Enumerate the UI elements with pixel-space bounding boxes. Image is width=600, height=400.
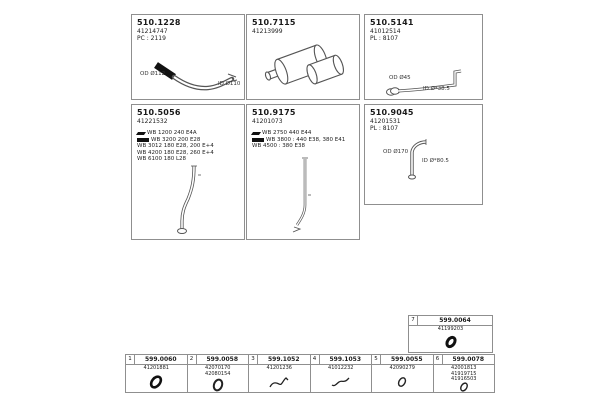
oe-number: 41213999: [252, 28, 283, 35]
vehicle-icon: [251, 132, 261, 135]
accessory-index: 2: [188, 355, 197, 364]
accessory-box-4[interactable]: [311, 355, 373, 392]
part-number: 510.7115: [252, 18, 296, 27]
oe-number: 41201073: [252, 118, 283, 125]
part-number: 510.9175: [252, 108, 296, 117]
oe-number: 41221532: [137, 118, 168, 125]
application-line: WB 4500 : 380 E38: [252, 143, 306, 149]
part-panel-510-7115[interactable]: [246, 14, 360, 100]
dim-label-id: ID Ø*38.5: [423, 86, 450, 92]
application-list: [252, 130, 359, 150]
gasket-icon: [210, 378, 226, 392]
accessory-box-7[interactable]: [408, 315, 493, 353]
vehicle-icon: [136, 132, 146, 135]
part-panel-510-9175[interactable]: [246, 104, 360, 240]
accessory-index: 4: [311, 355, 320, 364]
pipe-drawing: [365, 65, 484, 99]
application-line: WB 3800 : 440 E38, 380 E41: [266, 136, 346, 143]
pipe-drawing: [132, 163, 246, 239]
accessory-box-5[interactable]: [372, 355, 434, 392]
clamp-icon: [394, 375, 410, 389]
application-line: WB 3200 200 E28: [151, 136, 201, 143]
accessory-index: 5: [372, 355, 381, 364]
gasket-icon: [148, 374, 164, 390]
model-highlight-bar: [252, 138, 264, 142]
model-highlight-bar: [137, 138, 149, 142]
oe-number: 41201531: [370, 118, 401, 125]
accessory-ref: 42001813 41919715 41916503: [451, 365, 477, 383]
accessory-part-number: 599.0058: [206, 355, 238, 363]
accessory-index: 1: [126, 355, 135, 364]
accessory-index: 7: [409, 316, 418, 325]
accessory-part-number: 599.0078: [452, 355, 484, 363]
dim-label-id: ID Ø110: [218, 81, 241, 87]
clamp-icon: [457, 381, 471, 393]
hanger-icon: [268, 374, 290, 389]
part-number: 510.5141: [370, 18, 414, 27]
application-list: [137, 130, 244, 163]
accessory-part-number: 599.0064: [439, 316, 471, 324]
part-panel-510-5141[interactable]: [364, 14, 483, 100]
accessory-ref: 41199203: [437, 326, 464, 332]
accessory-ref: 41201881: [143, 365, 169, 371]
dim-label-od: OD Ø45: [389, 75, 411, 81]
accessory-ref: 41201236: [266, 365, 292, 371]
accessory-index: 3: [249, 355, 258, 364]
accessory-box-6[interactable]: [434, 355, 495, 392]
muffler-drawing: [253, 39, 355, 97]
pipe-drawing: [247, 155, 361, 239]
accessory-box-1[interactable]: [126, 355, 188, 392]
dim-label-id: ID Ø*80.5: [422, 158, 449, 164]
accessory-box-2[interactable]: [188, 355, 250, 392]
accessory-ref: 42070170 42080154: [205, 365, 231, 377]
part-panel-510-5056[interactable]: [131, 104, 245, 240]
oe-number: 41214747: [137, 28, 168, 35]
accessory-part-number: 599.1052: [267, 355, 300, 363]
part-panel-510-1228[interactable]: [131, 14, 245, 100]
oe-number: 41012514: [370, 28, 401, 35]
ref-note: PL : 8107: [370, 125, 399, 132]
accessory-box-3[interactable]: [249, 355, 311, 392]
gasket-icon: [443, 335, 459, 349]
part-number: 510.1228: [137, 18, 181, 27]
application-line: WB 6100 180 L28: [137, 156, 187, 162]
accessory-part-number: 599.0055: [390, 355, 423, 363]
accessory-part-number: 599.0060: [144, 355, 177, 363]
part-number: 510.9045: [370, 108, 414, 117]
application-line: WB 2750 440 E44: [262, 130, 312, 136]
application-line: WB 3012 180 E28, 200 E+4: [137, 143, 214, 149]
accessory-ref: 42090279: [389, 365, 415, 371]
application-line: WB 4200 180 E28, 260 E+4: [137, 149, 214, 156]
application-line: WB 1200 240 E4A: [147, 130, 197, 136]
accessory-ref: 41012232: [328, 365, 354, 371]
part-panel-510-9045[interactable]: [364, 104, 483, 205]
part-number: 510.5056: [137, 108, 181, 117]
dim-label-od: OD Ø112: [140, 71, 166, 77]
accessory-strip: [125, 354, 495, 393]
hanger-icon: [330, 374, 352, 389]
ref-note: PL : 8107: [370, 35, 399, 42]
dim-label-od: OD Ø170: [383, 149, 409, 155]
accessory-part-number: 599.1053: [329, 355, 361, 363]
ref-note: PC : 2119: [137, 35, 166, 42]
accessory-index: 6: [434, 355, 443, 364]
